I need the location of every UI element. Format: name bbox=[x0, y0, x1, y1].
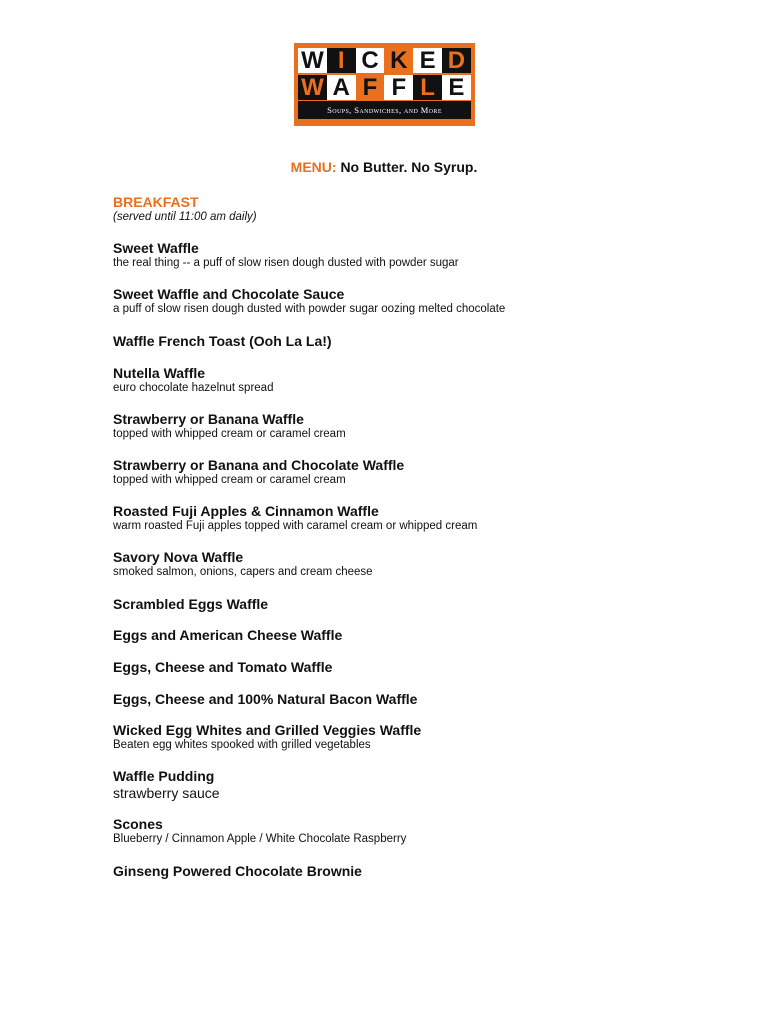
item-description: a puff of slow risen dough dusted with powder sugar oozing melted chocolate bbox=[113, 303, 506, 315]
logo-letter: C bbox=[356, 48, 385, 73]
item-title: Eggs, Cheese and Tomato Waffle bbox=[113, 659, 333, 675]
logo-letter: W bbox=[298, 75, 327, 100]
item-title: Nutella Waffle bbox=[113, 365, 206, 381]
item-title: Eggs, Cheese and 100% Natural Bacon Waffle bbox=[113, 691, 418, 707]
item-description: Blueberry / Cinnamon Apple / White Chocolate Raspberry bbox=[113, 833, 407, 845]
menu-label: MENU: bbox=[290, 159, 337, 175]
section-title: BREAKFAST bbox=[113, 194, 199, 210]
item-title: Savory Nova Waffle bbox=[113, 549, 244, 565]
logo-letter: E bbox=[413, 48, 442, 73]
item-title: Roasted Fuji Apples & Cinnamon Waffle bbox=[113, 503, 379, 519]
menu-item bbox=[113, 365, 273, 396]
item-title: Strawberry or Banana and Chocolate Waffle bbox=[113, 457, 405, 473]
logo-letter-grid bbox=[298, 48, 471, 100]
logo-letter: L bbox=[413, 75, 442, 100]
logo-letter: I bbox=[327, 48, 356, 73]
item-description: the real thing -- a puff of slow risen dough dusted with powder sugar bbox=[113, 257, 459, 269]
logo-letter: E bbox=[442, 75, 471, 100]
item-title: Scrambled Eggs Waffle bbox=[113, 596, 269, 612]
item-title: Sweet Waffle and Chocolate Sauce bbox=[113, 286, 345, 302]
menu-content bbox=[113, 194, 713, 879]
menu-item bbox=[113, 411, 346, 442]
logo-letter: F bbox=[356, 75, 385, 100]
wicked-waffle-logo bbox=[294, 43, 475, 126]
item-description: warm roasted Fuji apples topped with caramel cream or whipped cream bbox=[113, 520, 478, 532]
item-description: strawberry sauce bbox=[113, 785, 220, 801]
menu-item bbox=[113, 768, 220, 802]
menu-item bbox=[113, 659, 332, 675]
item-title: Waffle French Toast (Ooh La La!) bbox=[113, 333, 332, 349]
logo-letter: W bbox=[298, 48, 327, 73]
menu-item bbox=[113, 286, 505, 317]
menu-item bbox=[113, 691, 417, 707]
logo-letter: D bbox=[442, 48, 471, 73]
item-title: Sweet Waffle bbox=[113, 240, 199, 256]
logo-letter: A bbox=[327, 75, 356, 100]
item-title: Ginseng Powered Chocolate Brownie bbox=[113, 863, 362, 879]
item-description: Beaten egg whites spooked with grilled vegetables bbox=[113, 739, 371, 751]
logo-letter: F bbox=[384, 75, 413, 100]
menu-item bbox=[113, 333, 332, 349]
menu-item bbox=[113, 722, 421, 753]
item-description: smoked salmon, onions, capers and cream cheese bbox=[113, 566, 373, 578]
item-description: euro chocolate hazelnut spread bbox=[113, 382, 274, 394]
menu-heading bbox=[0, 159, 768, 175]
item-title: Strawberry or Banana Waffle bbox=[113, 411, 304, 427]
menu-item bbox=[113, 503, 477, 534]
item-description: topped with whipped cream or caramel cream bbox=[113, 474, 346, 486]
menu-item bbox=[113, 596, 268, 612]
menu-item bbox=[113, 240, 459, 271]
menu-tagline: No Butter. No Syrup. bbox=[340, 159, 478, 175]
section-note: (served until 11:00 am daily) bbox=[113, 211, 257, 223]
item-title: Wicked Egg Whites and Grilled Veggies Waffle bbox=[113, 722, 422, 738]
item-title: Waffle Pudding bbox=[113, 768, 215, 784]
item-description: topped with whipped cream or caramel cream bbox=[113, 428, 346, 440]
logo-letter: K bbox=[384, 48, 413, 73]
item-title: Eggs and American Cheese Waffle bbox=[113, 627, 343, 643]
menu-item bbox=[113, 816, 406, 847]
menu-item bbox=[113, 627, 342, 643]
logo-tagline: Soups, Sandwiches, and More bbox=[298, 101, 471, 119]
menu-item bbox=[113, 457, 404, 488]
item-title: Scones bbox=[113, 816, 163, 832]
menu-item bbox=[113, 549, 373, 580]
menu-item bbox=[113, 863, 362, 879]
